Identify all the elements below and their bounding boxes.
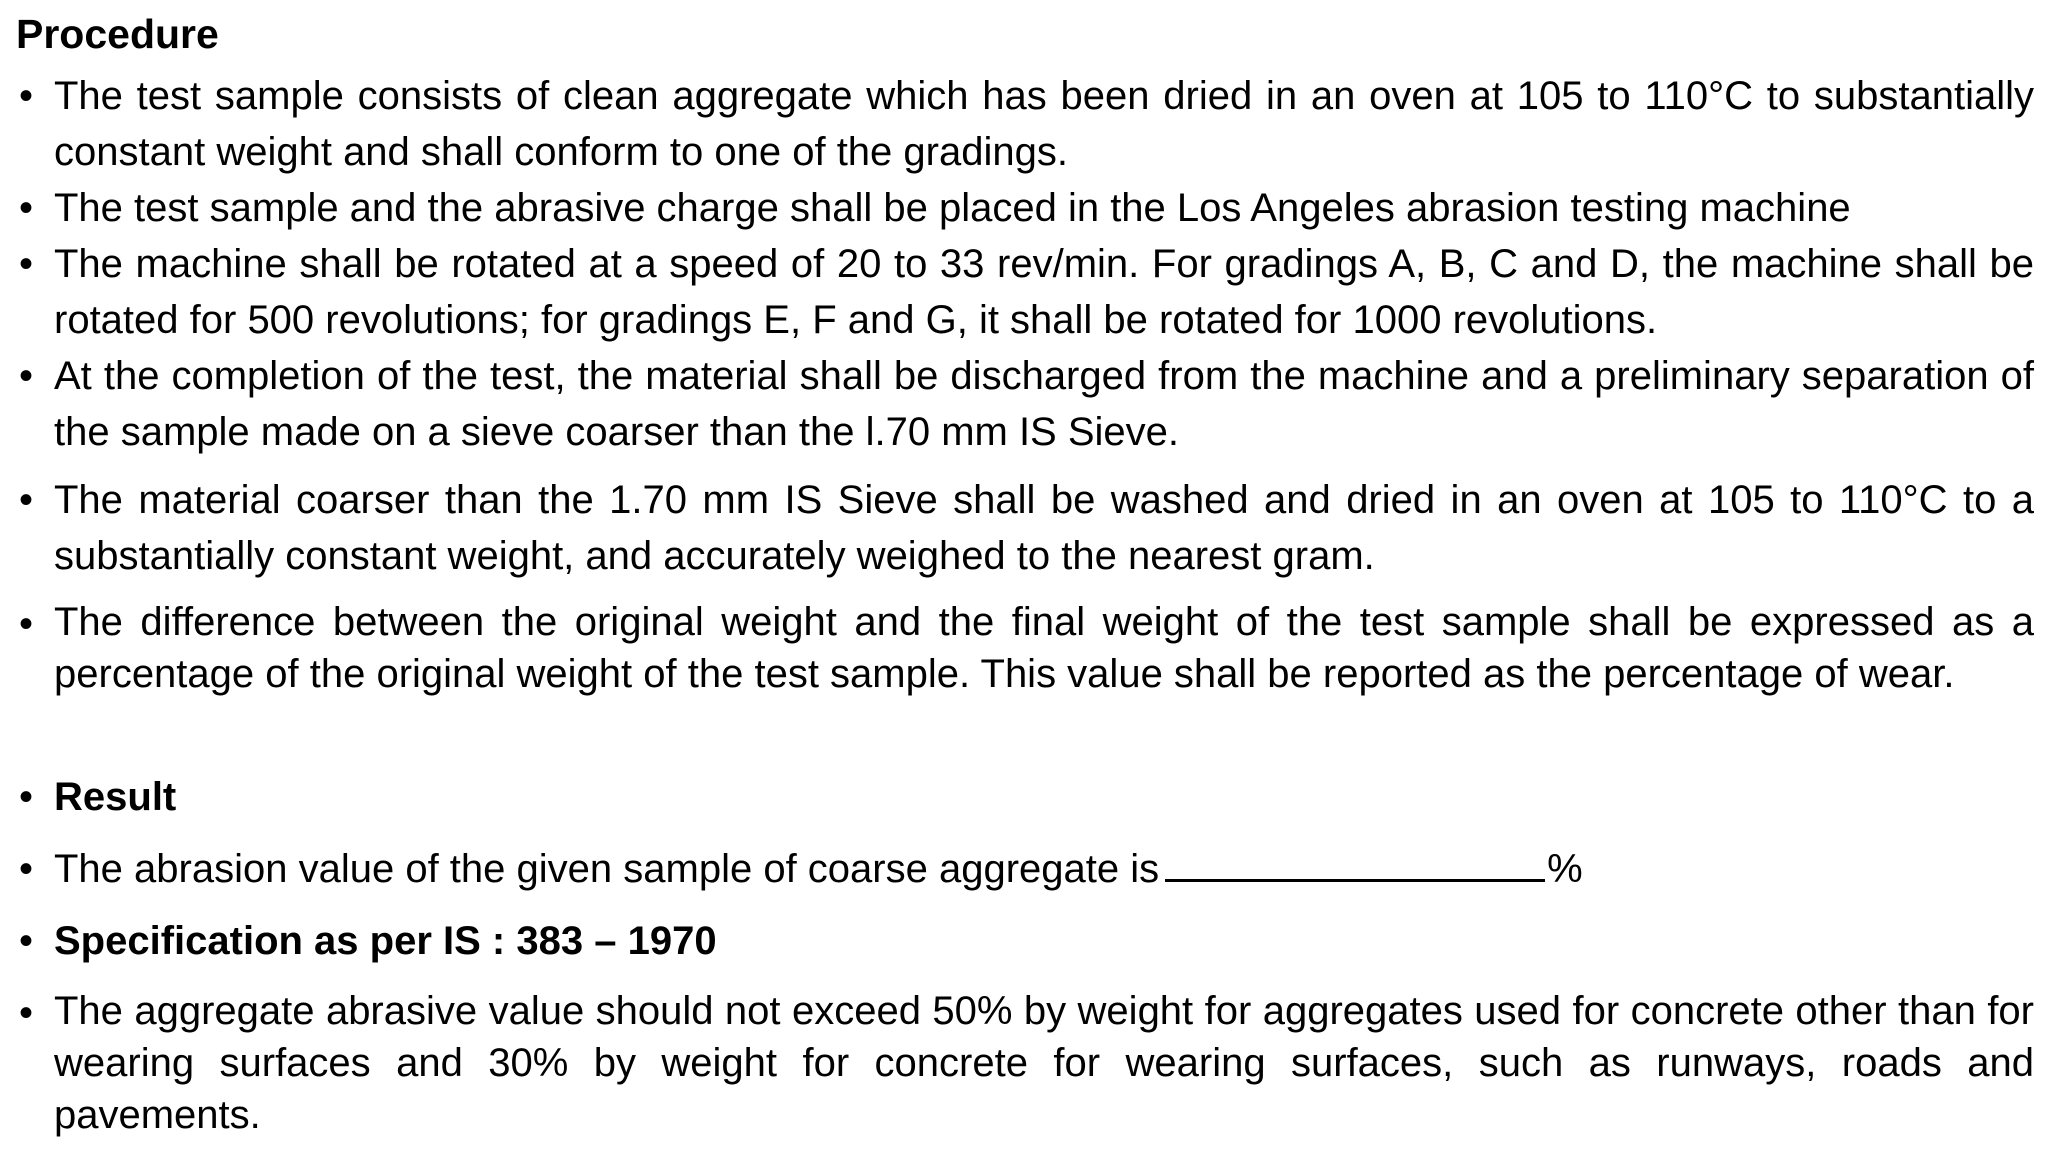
procedure-heading: Procedure bbox=[16, 11, 219, 57]
bullet-dot-icon: • bbox=[18, 847, 33, 891]
percent-unit: % bbox=[1547, 847, 1583, 891]
bullet-text: The aggregate abrasive value should not exceed 50% by weight for aggregates used for concrete other than for wearing surfaces and 30% by weight for concrete for wearing surfaces, such as runways, roads and pavements. bbox=[54, 989, 2034, 1137]
bullet-text: The machine shall be rotated at a speed of 20 to 33 rev/min. For gradings A, B, C and D, the machine shall be rotated for 500 revolutions; for gradings E, F and G, it shall be rotated for 1000 revolutions. bbox=[54, 242, 2034, 342]
bullet-text: At the completion of the test, the material shall be discharged from the machine and a preliminary separation of the sample made on a sieve coarser than the l.70 mm IS Sieve. bbox=[54, 354, 2034, 454]
bullet-text: The material coarser than the 1.70 mm IS Sieve shall be washed and dried in an oven at 105 to 110°C to a substantially constant weight, and accurately weighed to the nearest gram. bbox=[54, 478, 2034, 578]
bullet-dot-icon: • bbox=[18, 354, 33, 398]
bullet-text: The difference between the original weight and the final weight of the test sample shall be expressed as a percentage of the original weight of the test sample. This value shall be reported as the percentage of wear. bbox=[54, 600, 2034, 696]
abrasion-value-statement: The abrasion value of the given sample of coarse aggregate is bbox=[54, 847, 1160, 891]
bullet-text-with-blank bbox=[54, 841, 2034, 897]
result-heading: Result bbox=[54, 775, 177, 819]
bullet-dot-icon: • bbox=[18, 242, 33, 286]
specification-heading: Specification as per IS : 383 – 1970 bbox=[54, 919, 717, 963]
bullet-text: The test sample consists of clean aggregate which has been dried in an oven at 105 to 110°C to substantially constant weight and shall conform to one of the gradings. bbox=[54, 74, 2034, 174]
bullet-text: The test sample and the abrasive charge shall be placed in the Los Angeles abrasion testing machine bbox=[54, 186, 1851, 230]
abrasion-value-blank bbox=[1165, 843, 1545, 882]
bullet-dot-icon: • bbox=[18, 919, 33, 963]
bullet-dot-icon: • bbox=[18, 74, 33, 118]
bullet-dot-icon: • bbox=[18, 775, 33, 819]
bullet-dot-icon: • bbox=[18, 478, 33, 522]
bullet-dot-icon: • bbox=[18, 991, 33, 1035]
bullet-dot-icon: • bbox=[18, 186, 33, 230]
bullet-dot-icon: • bbox=[18, 602, 33, 646]
